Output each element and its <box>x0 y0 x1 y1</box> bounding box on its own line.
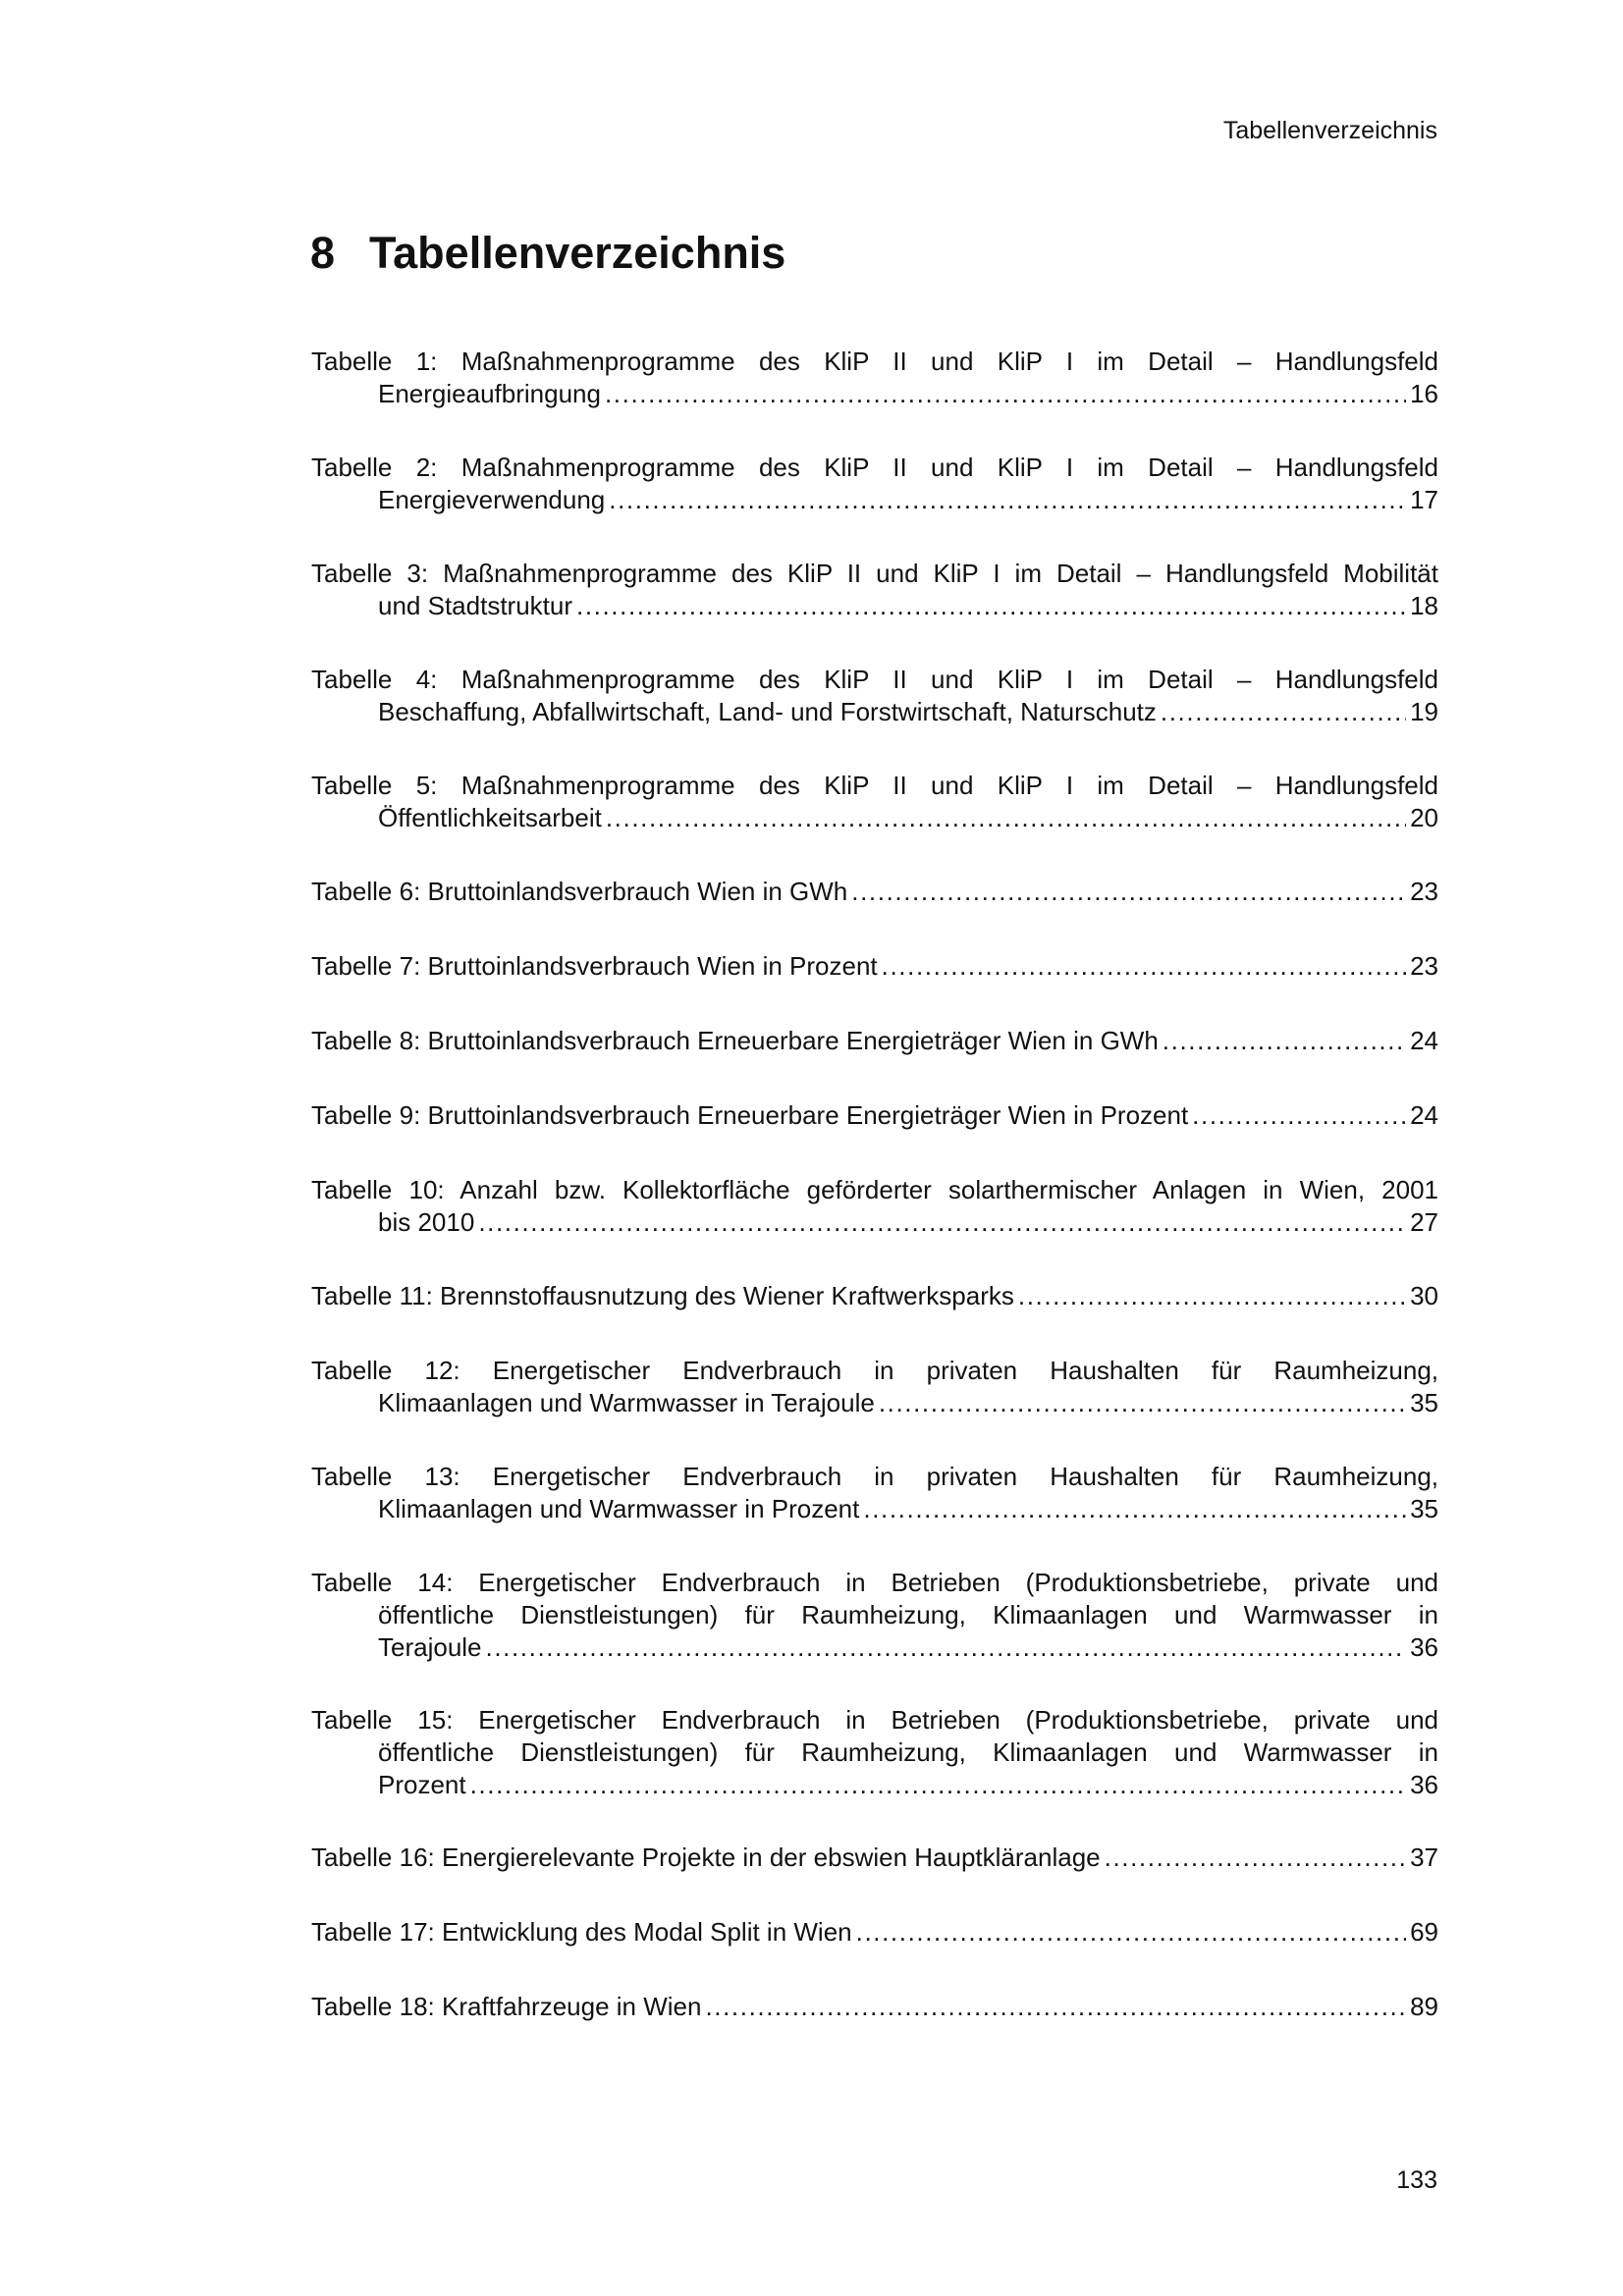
dot-leader <box>863 1493 1406 1525</box>
dot-leader <box>1192 1099 1406 1132</box>
toc-entry-text: Tabelle 14: Energetischer Endverbrauch in Betrieben (Produktionsbetriebe, private und <box>311 1568 1438 1597</box>
toc-entry-text: Tabelle 2: Maßnahmenprogramme des KliP II und KliP I im Detail – Handlungsfeld <box>311 453 1438 482</box>
dot-leader <box>1161 696 1406 728</box>
toc-entry-page: 20 <box>1410 803 1438 832</box>
toc-entry-10[interactable] <box>311 1174 1438 1239</box>
toc-entry-page: 30 <box>1410 1281 1438 1310</box>
toc-entry-page: 69 <box>1410 1917 1438 1947</box>
dot-leader <box>856 1916 1406 1949</box>
dot-leader <box>705 1991 1406 2023</box>
toc-entry-text: Tabelle 13: Energetischer Endverbrauch in privaten Haushalten für Raumheizung, <box>311 1462 1438 1491</box>
toc-entry-text: Tabelle 16: Energierelevante Projekte in der ebswien Hauptkläranlage <box>311 1842 1101 1872</box>
toc-entry-text: öffentliche Dienstleistungen) für Raumheizung, Klimaanlagen und Warmwasser in <box>378 1600 1438 1629</box>
dot-leader <box>1018 1280 1406 1312</box>
toc-entry-text: Prozent <box>378 1770 466 1799</box>
toc-entry-page: 18 <box>1410 591 1438 620</box>
toc-entry-9[interactable] <box>311 1099 1438 1132</box>
page-number: 133 <box>1396 2166 1437 2194</box>
dot-leader <box>851 876 1406 908</box>
toc-entry-text: öffentliche Dienstleistungen) für Raumheizung, Klimaanlagen und Warmwasser in <box>378 1737 1438 1767</box>
toc-entry-text: Tabelle 11: Brennstoffausnutzung des Wiener Kraftwerksparks <box>311 1281 1014 1310</box>
toc-entry-text: Tabelle 3: Maßnahmenprogramme des KliP II und KliP I im Detail – Handlungsfeld Mobilität <box>311 559 1438 588</box>
toc-entry-page: 19 <box>1410 697 1438 726</box>
toc-entry-14[interactable] <box>311 1567 1438 1664</box>
toc-entry-page: 17 <box>1410 485 1438 514</box>
toc-entry-16[interactable] <box>311 1842 1438 1874</box>
toc-entry-text: Tabelle 5: Maßnahmenprogramme des KliP II und KliP I im Detail – Handlungsfeld <box>311 771 1438 800</box>
toc-entry-text: Öffentlichkeitsarbeit <box>378 803 602 832</box>
toc-entry-text: Tabelle 1: Maßnahmenprogramme des KliP II und KliP I im Detail – Handlungsfeld <box>311 347 1438 376</box>
running-header: Tabellenverzeichnis <box>1222 117 1437 144</box>
chapter-title <box>310 226 785 281</box>
toc-entry-text: Tabelle 17: Entwicklung des Modal Split in Wien <box>311 1917 852 1947</box>
toc-entry-page: 23 <box>1410 951 1438 981</box>
toc-entry-13[interactable] <box>311 1461 1438 1525</box>
toc-entry-text: Tabelle 18: Kraftfahrzeuge in Wien <box>311 1992 702 2021</box>
dot-leader <box>606 802 1406 834</box>
toc-entry-text: Tabelle 15: Energetischer Endverbrauch in Betrieben (Produktionsbetriebe, private und <box>311 1705 1438 1735</box>
toc-entry-2[interactable] <box>311 452 1438 516</box>
toc-entry-page: 36 <box>1410 1632 1438 1662</box>
toc-entry-page: 24 <box>1410 1026 1438 1055</box>
toc-entry-text: Tabelle 8: Bruttoinlandsverbrauch Erneuerbare Energieträger Wien in GWh <box>311 1026 1159 1055</box>
toc-entry-text: Tabelle 12: Energetischer Endverbrauch in privaten Haushalten für Raumheizung, <box>311 1356 1438 1385</box>
toc-entry-7[interactable] <box>311 950 1438 983</box>
dot-leader <box>470 1769 1406 1801</box>
dot-leader <box>882 950 1406 983</box>
toc-entry-page: 35 <box>1410 1388 1438 1417</box>
toc-entry-text: Tabelle 10: Anzahl bzw. Kollektorfläche geförderter solarthermischer Anlagen in Wien, 2001 <box>311 1175 1438 1204</box>
toc-entry-18[interactable] <box>311 1991 1438 2023</box>
toc-entry-text: bis 2010 <box>378 1207 475 1237</box>
dot-leader <box>576 590 1406 622</box>
toc-entry-text: und Stadtstruktur <box>378 591 572 620</box>
toc-entry-3[interactable] <box>311 558 1438 622</box>
toc-entry-text: Beschaffung, Abfallwirtschaft, Land- und Forstwirtschaft, Naturschutz <box>378 697 1157 726</box>
toc-entry-text: Energieverwendung <box>378 485 606 514</box>
toc-entry-12[interactable] <box>311 1355 1438 1419</box>
chapter-title-text: Tabellenverzeichnis <box>369 228 786 278</box>
toc-entry-text: Tabelle 9: Bruttoinlandsverbrauch Erneuerbare Energieträger Wien in Prozent <box>311 1100 1189 1130</box>
chapter-number: 8 <box>310 228 336 278</box>
dot-leader <box>1105 1842 1406 1874</box>
toc-entry-text: Tabelle 6: Bruttoinlandsverbrauch Wien in GWh <box>311 877 848 906</box>
toc-entry-15[interactable] <box>311 1704 1438 1801</box>
dot-leader <box>609 484 1406 516</box>
toc-entry-5[interactable] <box>311 770 1438 834</box>
toc-entry-page: 27 <box>1410 1207 1438 1237</box>
toc-entry-text: Terajoule <box>378 1632 482 1662</box>
toc-entry-1[interactable] <box>311 346 1438 410</box>
dot-leader <box>1163 1025 1406 1057</box>
toc-entry-6[interactable] <box>311 876 1438 908</box>
dot-leader <box>605 378 1406 410</box>
dot-leader <box>879 1387 1406 1419</box>
toc-entry-4[interactable] <box>311 664 1438 728</box>
toc-entry-page: 36 <box>1410 1770 1438 1799</box>
toc-entry-page: 24 <box>1410 1100 1438 1130</box>
toc-entry-17[interactable] <box>311 1916 1438 1949</box>
toc-entry-text: Energieaufbringung <box>378 379 601 408</box>
toc-entry-page: 23 <box>1410 877 1438 906</box>
toc-entry-11[interactable] <box>311 1280 1438 1312</box>
toc-entry-page: 89 <box>1410 1992 1438 2021</box>
toc-entry-page: 37 <box>1410 1842 1438 1872</box>
toc-entry-text: Klimaanlagen und Warmwasser in Terajoule <box>378 1388 875 1417</box>
toc-entry-8[interactable] <box>311 1025 1438 1057</box>
toc-entry-page: 35 <box>1410 1494 1438 1523</box>
toc-entry-text: Tabelle 7: Bruttoinlandsverbrauch Wien in Prozent <box>311 951 878 981</box>
dot-leader <box>478 1206 1406 1239</box>
toc-entry-page: 16 <box>1410 379 1438 408</box>
toc-entry-text: Klimaanlagen und Warmwasser in Prozent <box>378 1494 860 1523</box>
toc-entry-text: Tabelle 4: Maßnahmenprogramme des KliP II und KliP I im Detail – Handlungsfeld <box>311 665 1438 694</box>
dot-leader <box>486 1631 1407 1664</box>
